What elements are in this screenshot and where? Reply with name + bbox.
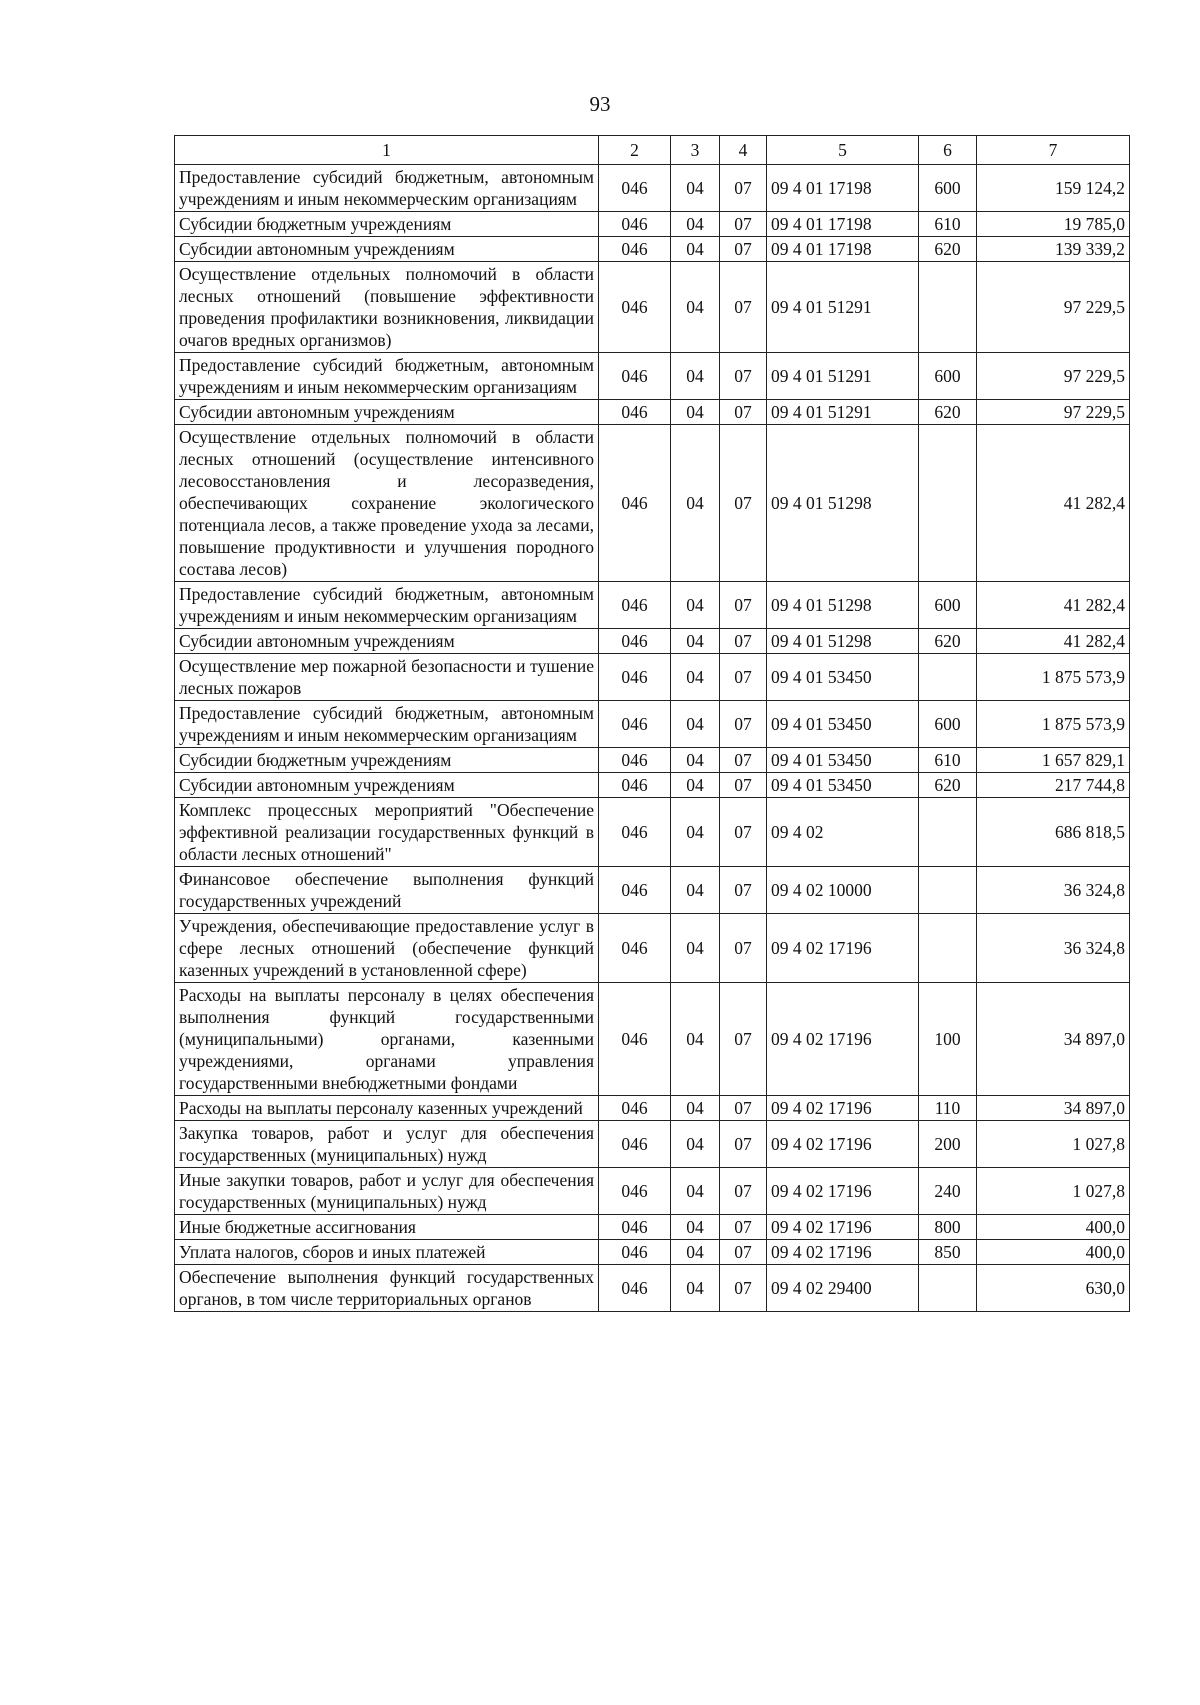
table-row [175,748,1130,773]
target-article-cell: 09 4 01 51291 [767,400,919,425]
amount-cell: 97 229,5 [977,400,1130,425]
header-row [175,136,1130,165]
subsection-code-cell: 07 [720,748,767,773]
table-row [175,353,1130,400]
column-header: 7 [977,136,1130,165]
section-code-cell: 04 [671,1121,720,1168]
row-name-cell: Предоставление субсидий бюджетным, автономным учреждениям и иным некоммерческим организациям [175,353,599,400]
section-code-cell: 04 [671,425,720,582]
ministry-code-cell: 046 [599,1240,671,1265]
section-code-cell: 04 [671,798,720,867]
row-name-cell: Уплата налогов, сборов и иных платежей [175,1240,599,1265]
ministry-code-cell: 046 [599,654,671,701]
ministry-code-cell: 046 [599,629,671,654]
expense-type-cell: 610 [919,212,977,237]
subsection-code-cell: 07 [720,425,767,582]
expense-type-cell [919,425,977,582]
table-row [175,701,1130,748]
target-article-cell: 09 4 01 51291 [767,353,919,400]
amount-cell: 686 818,5 [977,798,1130,867]
subsection-code-cell: 07 [720,654,767,701]
ministry-code-cell: 046 [599,1215,671,1240]
subsection-code-cell: 07 [720,773,767,798]
target-article-cell: 09 4 01 17198 [767,212,919,237]
ministry-code-cell: 046 [599,262,671,353]
table-row [175,798,1130,867]
table-row [175,1265,1130,1312]
row-name-cell: Обеспечение выполнения функций государственных органов, в том числе территориальных органов [175,1265,599,1312]
expense-type-cell: 620 [919,400,977,425]
subsection-code-cell: 07 [720,262,767,353]
subsection-code-cell: 07 [720,798,767,867]
ministry-code-cell: 046 [599,798,671,867]
subsection-code-cell: 07 [720,165,767,212]
target-article-cell: 09 4 02 17196 [767,1121,919,1168]
amount-cell: 41 282,4 [977,629,1130,654]
row-name-cell: Расходы на выплаты персоналу казенных учреждений [175,1096,599,1121]
amount-cell: 139 339,2 [977,237,1130,262]
subsection-code-cell: 07 [720,212,767,237]
target-article-cell: 09 4 02 [767,798,919,867]
amount-cell: 400,0 [977,1240,1130,1265]
row-name-cell: Финансовое обеспечение выполнения функций государственных учреждений [175,867,599,914]
table-row [175,1121,1130,1168]
target-article-cell: 09 4 01 17198 [767,165,919,212]
table-row [175,1168,1130,1215]
ministry-code-cell: 046 [599,237,671,262]
amount-cell: 1 875 573,9 [977,654,1130,701]
expense-type-cell: 800 [919,1215,977,1240]
subsection-code-cell: 07 [720,582,767,629]
table-row [175,165,1130,212]
target-article-cell: 09 4 02 17196 [767,1240,919,1265]
table-row [175,914,1130,983]
expense-type-cell: 600 [919,582,977,629]
section-code-cell: 04 [671,748,720,773]
table-row [175,1240,1130,1265]
subsection-code-cell: 07 [720,1240,767,1265]
row-name-cell: Осуществление отдельных полномочий в области лесных отношений (повышение эффективности проведения профилактики возникновения, ликвидации очагов вредных организмов) [175,262,599,353]
column-header: 6 [919,136,977,165]
amount-cell: 1 657 829,1 [977,748,1130,773]
column-header: 2 [599,136,671,165]
column-header: 3 [671,136,720,165]
row-name-cell: Субсидии автономным учреждениям [175,400,599,425]
ministry-code-cell: 046 [599,983,671,1096]
target-article-cell: 09 4 01 51298 [767,582,919,629]
subsection-code-cell: 07 [720,237,767,262]
amount-cell: 217 744,8 [977,773,1130,798]
subsection-code-cell: 07 [720,1096,767,1121]
row-name-cell: Предоставление субсидий бюджетным, автономным учреждениям и иным некоммерческим организациям [175,165,599,212]
target-article-cell: 09 4 01 51291 [767,262,919,353]
row-name-cell: Осуществление отдельных полномочий в области лесных отношений (осуществление интенсивного лесовосстановления и лесоразведения, обеспечивающих сохранение экологического потенциала лесов, а также проведение ухода за лесами, повышение продуктивности и улучшения породного состава лесов) [175,425,599,582]
row-name-cell: Субсидии автономным учреждениям [175,773,599,798]
ministry-code-cell: 046 [599,425,671,582]
target-article-cell: 09 4 02 10000 [767,867,919,914]
amount-cell: 400,0 [977,1215,1130,1240]
expense-type-cell: 110 [919,1096,977,1121]
table-row [175,237,1130,262]
expense-type-cell [919,914,977,983]
table-row [175,262,1130,353]
row-name-cell: Субсидии бюджетным учреждениям [175,212,599,237]
subsection-code-cell: 07 [720,1121,767,1168]
section-code-cell: 04 [671,1096,720,1121]
ministry-code-cell: 046 [599,748,671,773]
target-article-cell: 09 4 02 17196 [767,983,919,1096]
target-article-cell: 09 4 02 17196 [767,1215,919,1240]
expense-type-cell [919,798,977,867]
expense-type-cell: 600 [919,353,977,400]
row-name-cell: Субсидии бюджетным учреждениям [175,748,599,773]
expense-type-cell: 850 [919,1240,977,1265]
ministry-code-cell: 046 [599,701,671,748]
expense-type-cell: 620 [919,237,977,262]
section-code-cell: 04 [671,400,720,425]
column-header: 5 [767,136,919,165]
amount-cell: 97 229,5 [977,353,1130,400]
row-name-cell: Предоставление субсидий бюджетным, автономным учреждениям и иным некоммерческим организациям [175,582,599,629]
subsection-code-cell: 07 [720,1168,767,1215]
row-name-cell: Субсидии автономным учреждениям [175,237,599,262]
section-code-cell: 04 [671,983,720,1096]
row-name-cell: Иные бюджетные ассигнования [175,1215,599,1240]
row-name-cell: Расходы на выплаты персоналу в целях обеспечения выполнения функций государственными (муниципальными) органами, казенными учреждениями, органами управления государственными внебюджетными фондами [175,983,599,1096]
budget-table [174,135,1130,1312]
expense-type-cell: 240 [919,1168,977,1215]
ministry-code-cell: 046 [599,165,671,212]
page-number: 93 [589,92,611,116]
ministry-code-cell: 046 [599,867,671,914]
target-article-cell: 09 4 01 53450 [767,773,919,798]
target-article-cell: 09 4 01 53450 [767,701,919,748]
section-code-cell: 04 [671,353,720,400]
subsection-code-cell: 07 [720,701,767,748]
ministry-code-cell: 046 [599,1096,671,1121]
section-code-cell: 04 [671,262,720,353]
subsection-code-cell: 07 [720,914,767,983]
ministry-code-cell: 046 [599,212,671,237]
table-row [175,983,1130,1096]
expense-type-cell [919,262,977,353]
target-article-cell: 09 4 02 29400 [767,1265,919,1312]
row-name-cell: Иные закупки товаров, работ и услуг для обеспечения государственных (муниципальных) нужд [175,1168,599,1215]
ministry-code-cell: 046 [599,353,671,400]
table-row [175,867,1130,914]
table-row [175,425,1130,582]
row-name-cell: Закупка товаров, работ и услуг для обеспечения государственных (муниципальных) нужд [175,1121,599,1168]
expense-type-cell: 100 [919,983,977,1096]
target-article-cell: 09 4 01 53450 [767,654,919,701]
ministry-code-cell: 046 [599,773,671,798]
column-header: 4 [720,136,767,165]
target-article-cell: 09 4 01 51298 [767,425,919,582]
section-code-cell: 04 [671,773,720,798]
amount-cell: 630,0 [977,1265,1130,1312]
expense-type-cell: 600 [919,165,977,212]
subsection-code-cell: 07 [720,1265,767,1312]
table-row [175,629,1130,654]
target-article-cell: 09 4 02 17196 [767,1096,919,1121]
section-code-cell: 04 [671,914,720,983]
ministry-code-cell: 046 [599,1121,671,1168]
ministry-code-cell: 046 [599,400,671,425]
table-row [175,582,1130,629]
subsection-code-cell: 07 [720,867,767,914]
section-code-cell: 04 [671,237,720,262]
section-code-cell: 04 [671,1215,720,1240]
expense-type-cell [919,1265,977,1312]
ministry-code-cell: 046 [599,1168,671,1215]
subsection-code-cell: 07 [720,400,767,425]
target-article-cell: 09 4 01 51298 [767,629,919,654]
column-header: 1 [175,136,599,165]
table-row [175,773,1130,798]
amount-cell: 1 027,8 [977,1168,1130,1215]
expense-type-cell: 620 [919,629,977,654]
row-name-cell: Осуществление мер пожарной безопасности и тушение лесных пожаров [175,654,599,701]
amount-cell: 19 785,0 [977,212,1130,237]
row-name-cell: Комплекс процессных мероприятий "Обеспечение эффективной реализации государственных функций в области лесных отношений" [175,798,599,867]
section-code-cell: 04 [671,701,720,748]
subsection-code-cell: 07 [720,983,767,1096]
amount-cell: 41 282,4 [977,582,1130,629]
expense-type-cell: 620 [919,773,977,798]
amount-cell: 1 027,8 [977,1121,1130,1168]
subsection-code-cell: 07 [720,1215,767,1240]
amount-cell: 97 229,5 [977,262,1130,353]
subsection-code-cell: 07 [720,629,767,654]
expense-type-cell: 600 [919,701,977,748]
section-code-cell: 04 [671,867,720,914]
ministry-code-cell: 046 [599,1265,671,1312]
expense-type-cell [919,654,977,701]
ministry-code-cell: 046 [599,914,671,983]
table-row [175,654,1130,701]
expense-type-cell: 610 [919,748,977,773]
section-code-cell: 04 [671,1168,720,1215]
section-code-cell: 04 [671,1240,720,1265]
target-article-cell: 09 4 01 17198 [767,237,919,262]
table-row [175,1215,1130,1240]
target-article-cell: 09 4 02 17196 [767,1168,919,1215]
row-name-cell: Учреждения, обеспечивающие предоставление услуг в сфере лесных отношений (обеспечение функций казенных учреждений в установленной сфере) [175,914,599,983]
amount-cell: 159 124,2 [977,165,1130,212]
amount-cell: 34 897,0 [977,983,1130,1096]
row-name-cell: Предоставление субсидий бюджетным, автономным учреждениям и иным некоммерческим организациям [175,701,599,748]
section-code-cell: 04 [671,212,720,237]
target-article-cell: 09 4 02 17196 [767,914,919,983]
amount-cell: 36 324,8 [977,914,1130,983]
amount-cell: 36 324,8 [977,867,1130,914]
amount-cell: 41 282,4 [977,425,1130,582]
section-code-cell: 04 [671,1265,720,1312]
expense-type-cell: 200 [919,1121,977,1168]
amount-cell: 34 897,0 [977,1096,1130,1121]
target-article-cell: 09 4 01 53450 [767,748,919,773]
row-name-cell: Субсидии автономным учреждениям [175,629,599,654]
ministry-code-cell: 046 [599,582,671,629]
subsection-code-cell: 07 [720,353,767,400]
table-row [175,1096,1130,1121]
section-code-cell: 04 [671,165,720,212]
table-row [175,400,1130,425]
section-code-cell: 04 [671,629,720,654]
section-code-cell: 04 [671,582,720,629]
amount-cell: 1 875 573,9 [977,701,1130,748]
table-row [175,212,1130,237]
section-code-cell: 04 [671,654,720,701]
expense-type-cell [919,867,977,914]
